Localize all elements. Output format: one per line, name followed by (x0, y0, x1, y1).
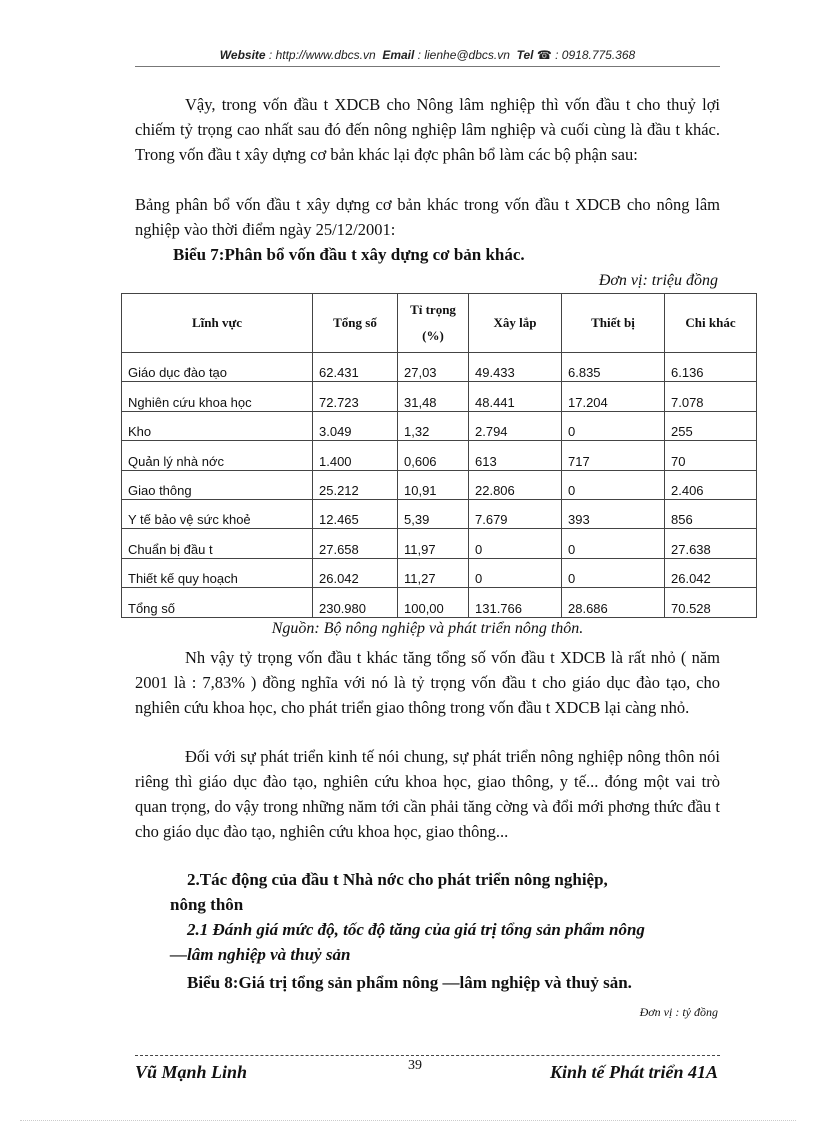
table-row (122, 588, 757, 617)
cell-construction: 2.794 (469, 411, 562, 440)
cell-equipment: 0 (562, 529, 665, 558)
cell-field: Nghiên cứu khoa học (122, 382, 313, 411)
footer-author: Vũ Mạnh Linh (135, 1062, 248, 1082)
table-row (122, 470, 757, 499)
cell-field: Thiết kế quy hoạch (122, 558, 313, 587)
cell-other: 26.042 (665, 558, 757, 587)
tel-value: : 0918.775.368 (555, 48, 636, 62)
cell-share: 1,32 (398, 411, 469, 440)
cell-equipment: 0 (562, 470, 665, 499)
cell-construction: 48.441 (469, 382, 562, 411)
cell-field: Y tế bảo vệ sức khoẻ (122, 499, 313, 528)
cell-other: 27.638 (665, 529, 757, 558)
cell-other: 7.078 (665, 382, 757, 411)
cell-equipment: 717 (562, 441, 665, 470)
cell-other: 70 (665, 441, 757, 470)
table8-title: Biểu 8:Giá trị tổng sản phẩm nông —lâm nghiệp và thuỷ sản. (187, 973, 632, 992)
cell-construction: 7.679 (469, 499, 562, 528)
cell-total: 3.049 (313, 411, 398, 440)
table-row (122, 382, 757, 411)
table-row (122, 411, 757, 440)
col-header-share-label: Tỉ trọng (410, 302, 456, 317)
table7-title: Biểu 7:Phân bổ vốn đầu t xây dựng cơ bản khác. (173, 245, 525, 264)
cell-total: 1.400 (313, 441, 398, 470)
footer-rule (135, 1055, 720, 1056)
cell-field: Giáo dục đào tạo (122, 353, 313, 382)
cell-equipment: 28.686 (562, 588, 665, 617)
cell-share: 100,00 (398, 588, 469, 617)
cell-field: Tổng số (122, 588, 313, 617)
page-bottom-border (20, 1120, 796, 1121)
table-row (122, 529, 757, 558)
cell-equipment: 6.835 (562, 353, 665, 382)
cell-equipment: 0 (562, 558, 665, 587)
section2-heading-line2: nông thôn (170, 895, 244, 914)
cell-total: 230.980 (313, 588, 398, 617)
cell-total: 27.658 (313, 529, 398, 558)
page-header (135, 48, 720, 62)
email-value: : lienhe@dbcs.vn (417, 48, 510, 62)
paragraph-3: Nh vậy tỷ trọng vốn đầu t khác tăng tổng số vốn đầu t XDCB là rất nhỏ ( năm 2001 là : 7,83% ) đồng nghĩa với nó là tỷ trọng vốn đầu t cho giáo dục đào tạo, cho nghiên cứu khoa học, cho phát triển giao thông trong vốn đầu t XDCB lại càng nhỏ. (135, 648, 720, 717)
table-row (122, 558, 757, 587)
cell-share: 10,91 (398, 470, 469, 499)
phone-icon: ☎ (536, 48, 552, 62)
cell-construction: 49.433 (469, 353, 562, 382)
cell-construction: 131.766 (469, 588, 562, 617)
cell-total: 72.723 (313, 382, 398, 411)
col-header-field: Lĩnh vực (122, 294, 313, 353)
section2-heading-line1: 2.Tác động của đầu t Nhà nớc cho phát triển nông nghiệp, (187, 870, 608, 889)
cell-share: 0,606 (398, 441, 469, 470)
website-label: Website (219, 48, 266, 62)
cell-equipment: 17.204 (562, 382, 665, 411)
table-row (122, 353, 757, 382)
cell-total: 62.431 (313, 353, 398, 382)
cell-construction: 22.806 (469, 470, 562, 499)
cell-total: 26.042 (313, 558, 398, 587)
cell-construction: 613 (469, 441, 562, 470)
subsection-heading-line1: 2.1 Đánh giá mức độ, tốc độ tăng của giá trị tổng sản phẩm nông (187, 920, 645, 939)
footer-class: Kinh tế Phát triển 41A (549, 1062, 718, 1082)
cell-total: 25.212 (313, 470, 398, 499)
subsection-heading-line2: —lâm nghiệp và thuỷ sản (170, 945, 351, 964)
table7-source: Nguồn: Bộ nông nghiệp và phát triển nông thôn. (271, 620, 584, 637)
cell-other: 2.406 (665, 470, 757, 499)
col-header-total: Tổng số (313, 294, 398, 353)
cell-share: 5,39 (398, 499, 469, 528)
table7-body (122, 353, 757, 618)
table-header-row (122, 294, 757, 353)
col-header-share-unit: (%) (422, 328, 444, 343)
table-row (122, 499, 757, 528)
cell-field: Quản lý nhà nớc (122, 441, 313, 470)
paragraph-2: Bảng phân bổ vốn đầu t xây dựng cơ bản khác trong vốn đầu t XDCB cho nông lâm nghiệp vào thời điểm ngày 25/12/2001: (135, 195, 720, 239)
cell-equipment: 393 (562, 499, 665, 528)
cell-construction: 0 (469, 529, 562, 558)
table-row (122, 441, 757, 470)
table8-unit: Đơn vị : tỷ đồng (639, 1005, 718, 1019)
col-header-equipment: Thiết bị (562, 294, 665, 353)
cell-share: 11,27 (398, 558, 469, 587)
cell-other: 856 (665, 499, 757, 528)
col-header-construction: Xây lắp (469, 294, 562, 353)
table7-unit: Đơn vị: triệu đồng (598, 272, 718, 289)
tel-label: Tel (516, 48, 534, 62)
website-value: : http://www.dbcs.vn (268, 48, 376, 62)
cell-field: Kho (122, 411, 313, 440)
col-header-share (398, 294, 469, 353)
cell-field: Chuẩn bị đầu t (122, 529, 313, 558)
cell-construction: 0 (469, 558, 562, 587)
header-rule (135, 66, 720, 67)
col-header-other: Chi khác (665, 294, 757, 353)
paragraph-4: Đối với sự phát triển kinh tế nói chung, sự phát triển nông nghiệp nông thôn nói riêng thì giáo dục đào tạo, nghiên cứu khoa học, giao thông, y tế... đóng một vai trò quan trọng, do vậy trong những năm tới cần phải tăng cờng và đổi mới phơng thức đầu t cho giáo dục đào tạo, nghiên cứu khoa học, giao thông... (135, 747, 720, 841)
cell-equipment: 0 (562, 411, 665, 440)
cell-field: Giao thông (122, 470, 313, 499)
cell-other: 255 (665, 411, 757, 440)
cell-other: 6.136 (665, 353, 757, 382)
cell-share: 27,03 (398, 353, 469, 382)
cell-share: 11,97 (398, 529, 469, 558)
cell-total: 12.465 (313, 499, 398, 528)
cell-other: 70.528 (665, 588, 757, 617)
email-label: Email (382, 48, 415, 62)
table7 (121, 293, 757, 618)
page-number: 39 (408, 1058, 422, 1073)
paragraph-1: Vậy, trong vốn đầu t XDCB cho Nông lâm nghiệp thì vốn đầu t cho thuỷ lợi chiếm tỷ trọng cao nhất sau đó đến nông nghiệp lâm nghiệp và cuối cùng là đầu t khác. Trong vốn đầu t xây dựng cơ bản khác lại đợc phân bổ làm các bộ phận sau: (135, 95, 720, 164)
cell-share: 31,48 (398, 382, 469, 411)
